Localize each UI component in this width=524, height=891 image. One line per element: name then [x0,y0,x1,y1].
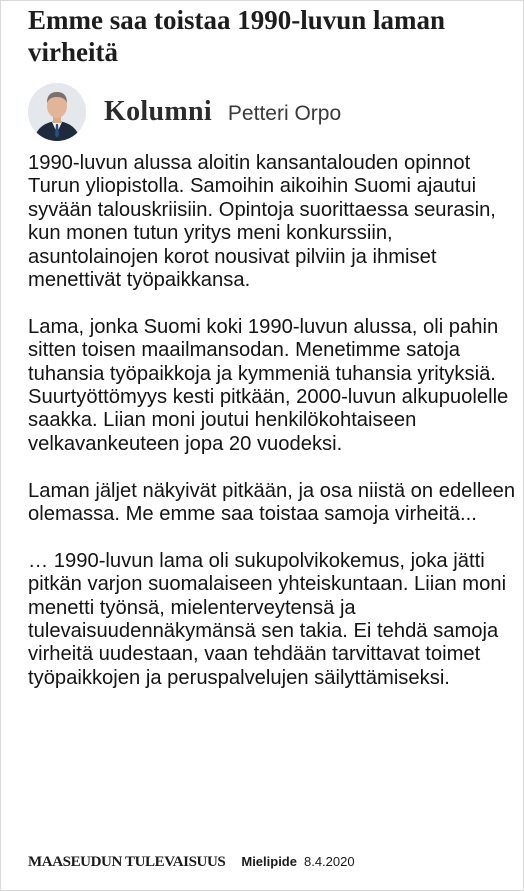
section-name: Mielipide [241,854,297,869]
publication-name: MAASEUDUN TULEVAISUUS [28,854,226,870]
paragraph: Lama, jonka Suomi koki 1990-luvun alussa, oli pahin sitten toisen maailmansodan. Menetimme satoja tuhansia työpaikkoja ja kymmeniä tuhansia yrityksiä. Suurtyöttömyys kesti pitkään, 2000-luvun alkupuolelle saakka. Liian moni joutui henkilökohtaiseen velkavankeuteen jopa 20 vuodeksi. [28,315,509,455]
column-label: Kolumni [104,96,212,127]
byline [28,82,341,142]
author-name: Petteri Orpo [227,102,342,125]
author-portrait-icon [28,83,86,141]
article-body [28,152,518,714]
paragraph: … 1990-luvun lama oli sukupolvikokemus, joka jätti pitkän varjon suomalaiseen yhteiskuntaan. Liian moni menetti työnsä, mielenterveytensä ja tulevaisuudennäkymänsä sen takia. Ei tehdä samoja virheitä uudestaan, vaan tehdään tarvittavat toimet työpaikkojen ja peruspalvelujen säilyttämiseksi. [28,549,507,689]
author-avatar [28,83,86,141]
publication-date: 8.4.2020 [303,854,355,869]
paragraph: 1990-luvun alussa aloitin kansantalouden opinnot Turun yliopistolla. Samoihin aikoihin Suomi ajautui syvään talouskriisiin. Opintoja suorittaessa seurasin, kun monen tutun yritys meni konkurssiin, asuntolainojen korot nousivat pilviin ja ihmiset menettivät työpaikkansa. [28,152,496,292]
article-headline: Emme saa toistaa 1990-luvun laman virheitä [28,5,446,67]
paragraph: Laman jäljet näkyivät pitkään, ja osa niistä on edelleen olemassa. Me emme saa toistaa samoja virheitä... [28,479,516,526]
publication-footer [28,854,355,876]
